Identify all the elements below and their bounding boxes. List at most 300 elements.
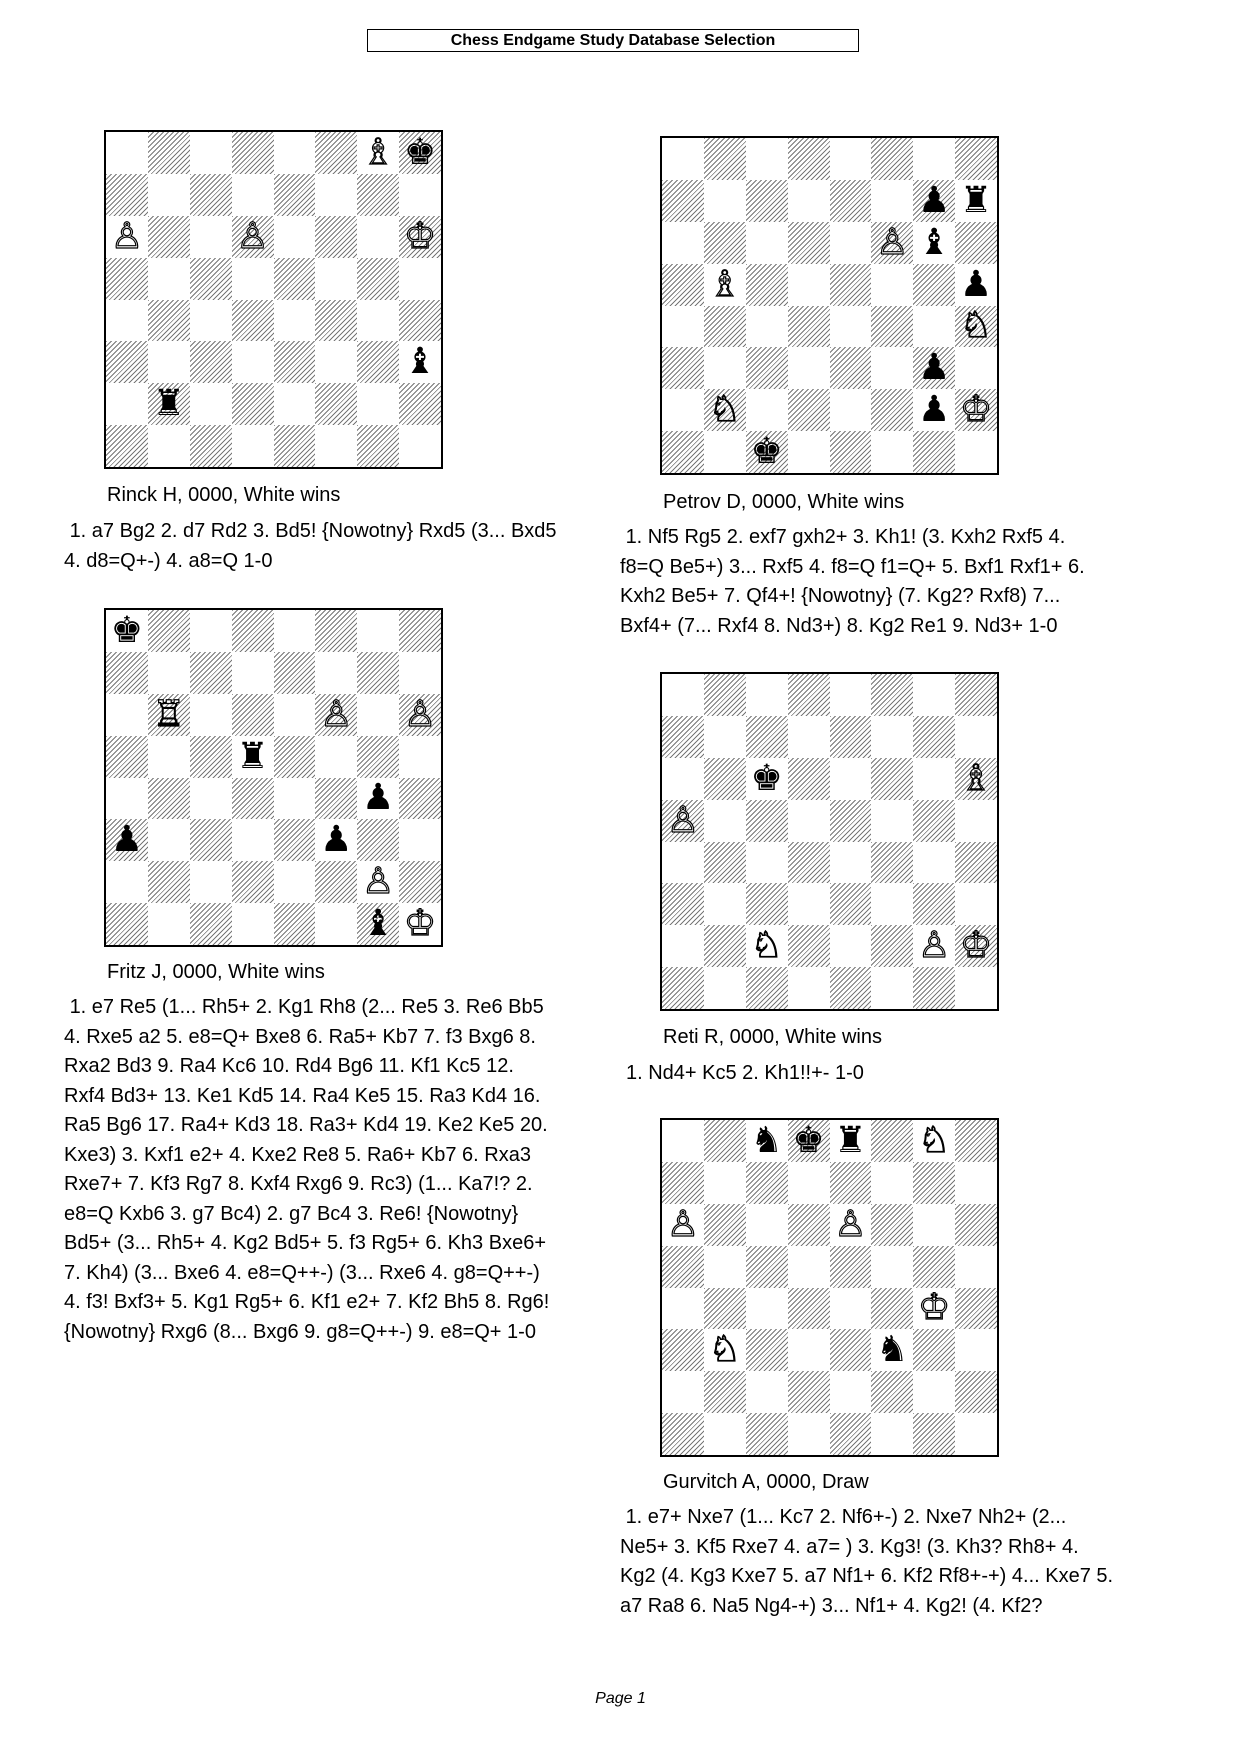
board-square bbox=[662, 1204, 704, 1246]
black-bishop-icon: ♝ bbox=[403, 341, 437, 383]
board-square bbox=[662, 1246, 704, 1288]
board-square bbox=[830, 1204, 872, 1246]
board-square bbox=[913, 222, 955, 264]
study-solution: 1. a7 Bg2 2. d7 Rd2 3. Bd5! {Nowotny} Rxd5 (3... Bxd5 4. d8=Q+-) 4. a8=Q 1-0 bbox=[64, 520, 557, 572]
white-knight-icon: ♘ bbox=[918, 1119, 951, 1161]
study-solution: 1. Nf5 Rg5 2. exf7 gxh2+ 3. Kh1! (3. Kxh2 Rxf5 4. f8=Q Be5+) 3... Rxf5 4. f8=Q f1=Q+ 5. Bxf1 Rxf1+ 6. Kxh2 Be5+ 7. Qf4+! {Nowotny} (7. Kg2? Rxf8) 7... Bxf4+ (7... Rxf4 8. Nd3+) 8. Kg2 Re1 9. Nd3+ 1-0 bbox=[620, 526, 1085, 637]
board-square bbox=[357, 341, 399, 383]
board-square bbox=[788, 1120, 830, 1162]
board-square bbox=[106, 903, 148, 945]
board-square bbox=[955, 674, 997, 716]
black-rook-icon: ♜ bbox=[236, 735, 269, 777]
board-square bbox=[746, 967, 788, 1009]
board-square bbox=[315, 778, 357, 820]
board-square bbox=[148, 861, 190, 903]
white-pawn-icon: ♙ bbox=[834, 1203, 867, 1245]
board-square bbox=[955, 222, 997, 264]
board-square bbox=[871, 1329, 913, 1371]
board-square bbox=[913, 925, 955, 967]
board-square bbox=[315, 903, 357, 945]
study-source: Rinck H, 0000, White wins bbox=[107, 484, 341, 506]
board-square bbox=[830, 138, 872, 180]
white-rook-icon: ♖ bbox=[152, 693, 185, 735]
board-square bbox=[913, 1204, 955, 1246]
board-square bbox=[913, 138, 955, 180]
board-square bbox=[274, 861, 316, 903]
black-pawn-icon: ♟ bbox=[918, 347, 951, 389]
board-square bbox=[190, 861, 232, 903]
board-square bbox=[274, 174, 316, 216]
board-square bbox=[830, 1246, 872, 1288]
board-square bbox=[315, 216, 357, 258]
board-square bbox=[399, 132, 441, 174]
black-pawn-icon: ♟ bbox=[110, 819, 144, 861]
board-square bbox=[871, 264, 913, 306]
board-square bbox=[315, 861, 357, 903]
board-square bbox=[704, 1120, 746, 1162]
board-square bbox=[788, 389, 830, 431]
board-square bbox=[830, 674, 872, 716]
board-square bbox=[148, 300, 190, 342]
board-square bbox=[315, 694, 357, 736]
board-square bbox=[106, 300, 148, 342]
board-square bbox=[830, 1288, 872, 1330]
board-square bbox=[746, 1413, 788, 1455]
board-square bbox=[662, 1329, 704, 1371]
board-square bbox=[399, 341, 441, 383]
board-square bbox=[662, 1120, 704, 1162]
board-square bbox=[871, 674, 913, 716]
board-square bbox=[232, 341, 274, 383]
board-square bbox=[662, 431, 704, 473]
board-square bbox=[788, 180, 830, 222]
board-square bbox=[274, 610, 316, 652]
white-pawn-icon: ♙ bbox=[666, 1203, 700, 1245]
board-square bbox=[704, 347, 746, 389]
board-square bbox=[662, 674, 704, 716]
black-king-icon: ♚ bbox=[750, 431, 783, 473]
black-pawn-icon: ♟ bbox=[959, 263, 993, 305]
board-square bbox=[357, 216, 399, 258]
black-king-icon: ♚ bbox=[792, 1119, 825, 1161]
board-square bbox=[190, 216, 232, 258]
board-square bbox=[704, 1413, 746, 1455]
board-square bbox=[232, 174, 274, 216]
board-square bbox=[871, 758, 913, 800]
board-square bbox=[913, 758, 955, 800]
board-square bbox=[704, 1371, 746, 1413]
board-square bbox=[871, 1413, 913, 1455]
board-square bbox=[704, 138, 746, 180]
board-square bbox=[315, 300, 357, 342]
board-square bbox=[315, 341, 357, 383]
board-square bbox=[662, 389, 704, 431]
board-square bbox=[148, 610, 190, 652]
board-square bbox=[190, 694, 232, 736]
board-square bbox=[106, 819, 148, 861]
board-square bbox=[871, 222, 913, 264]
black-bishop-icon: ♝ bbox=[362, 903, 395, 945]
black-rook-icon: ♜ bbox=[152, 383, 185, 425]
board-square bbox=[148, 694, 190, 736]
black-rook-icon: ♜ bbox=[959, 179, 993, 221]
board-square bbox=[955, 758, 997, 800]
black-king-icon: ♚ bbox=[750, 757, 783, 799]
board-square bbox=[746, 925, 788, 967]
board-square bbox=[190, 258, 232, 300]
board-square bbox=[232, 383, 274, 425]
board-square bbox=[788, 306, 830, 348]
board-square bbox=[746, 264, 788, 306]
board-square bbox=[662, 1413, 704, 1455]
board-square bbox=[788, 1329, 830, 1371]
board-square bbox=[746, 222, 788, 264]
board-square bbox=[190, 778, 232, 820]
board-square bbox=[955, 842, 997, 884]
board-square bbox=[662, 925, 704, 967]
board-square bbox=[871, 1162, 913, 1204]
board-square bbox=[106, 694, 148, 736]
board-square bbox=[662, 222, 704, 264]
board-square bbox=[955, 1162, 997, 1204]
board-square bbox=[788, 264, 830, 306]
white-bishop-icon: ♗ bbox=[362, 131, 395, 173]
board-square bbox=[357, 174, 399, 216]
board-square bbox=[232, 903, 274, 945]
board-square bbox=[232, 216, 274, 258]
board-square bbox=[871, 1246, 913, 1288]
board-square bbox=[913, 1329, 955, 1371]
white-pawn-icon: ♙ bbox=[918, 925, 951, 967]
board-square bbox=[830, 1162, 872, 1204]
board-square bbox=[746, 1371, 788, 1413]
board-square bbox=[315, 610, 357, 652]
board-square bbox=[704, 306, 746, 348]
white-knight-icon: ♘ bbox=[750, 925, 783, 967]
board-square bbox=[357, 736, 399, 778]
board-square bbox=[662, 883, 704, 925]
board-square bbox=[746, 1288, 788, 1330]
board-square bbox=[788, 1288, 830, 1330]
board-square bbox=[399, 300, 441, 342]
board-square bbox=[399, 216, 441, 258]
board-square bbox=[746, 674, 788, 716]
board-square bbox=[871, 389, 913, 431]
white-king-icon: ♔ bbox=[959, 389, 993, 431]
board-square bbox=[746, 1246, 788, 1288]
board-square bbox=[913, 716, 955, 758]
board-square bbox=[232, 425, 274, 467]
board-square bbox=[148, 174, 190, 216]
board-square bbox=[399, 861, 441, 903]
board-square bbox=[788, 1246, 830, 1288]
black-pawn-icon: ♟ bbox=[918, 389, 951, 431]
board-square bbox=[662, 716, 704, 758]
board-square bbox=[746, 716, 788, 758]
white-bishop-icon: ♗ bbox=[708, 263, 741, 305]
board-square bbox=[955, 1413, 997, 1455]
black-knight-icon: ♞ bbox=[750, 1119, 783, 1161]
board-square bbox=[746, 1204, 788, 1246]
board-square bbox=[955, 306, 997, 348]
white-king-icon: ♔ bbox=[959, 925, 993, 967]
board-square bbox=[913, 1120, 955, 1162]
board-square bbox=[190, 736, 232, 778]
board-square bbox=[830, 758, 872, 800]
board-square bbox=[148, 341, 190, 383]
white-king-icon: ♔ bbox=[403, 903, 437, 945]
white-bishop-icon: ♗ bbox=[959, 757, 993, 799]
board-square bbox=[704, 842, 746, 884]
board-square bbox=[913, 180, 955, 222]
board-square bbox=[662, 306, 704, 348]
board-square bbox=[788, 800, 830, 842]
board-square bbox=[746, 800, 788, 842]
board-square bbox=[788, 1371, 830, 1413]
board-square bbox=[746, 347, 788, 389]
board-square bbox=[913, 1288, 955, 1330]
board-square bbox=[357, 652, 399, 694]
board-square bbox=[399, 425, 441, 467]
board-square bbox=[746, 389, 788, 431]
board-square bbox=[148, 736, 190, 778]
board-square bbox=[746, 883, 788, 925]
board-square bbox=[788, 1413, 830, 1455]
board-square bbox=[955, 1204, 997, 1246]
board-square bbox=[746, 1120, 788, 1162]
board-square bbox=[232, 819, 274, 861]
board-square bbox=[913, 967, 955, 1009]
board-square bbox=[232, 861, 274, 903]
board-square bbox=[830, 180, 872, 222]
board-square bbox=[357, 300, 399, 342]
board-square bbox=[955, 180, 997, 222]
board-square bbox=[662, 1288, 704, 1330]
board-square bbox=[913, 389, 955, 431]
board-square bbox=[274, 652, 316, 694]
board-square bbox=[190, 383, 232, 425]
board-square bbox=[190, 652, 232, 694]
board-square bbox=[315, 383, 357, 425]
board-square bbox=[106, 174, 148, 216]
board-square bbox=[148, 383, 190, 425]
board-square bbox=[274, 341, 316, 383]
board-square bbox=[788, 925, 830, 967]
board-square bbox=[148, 425, 190, 467]
study-source: Reti R, 0000, White wins bbox=[663, 1026, 882, 1048]
study-source: Petrov D, 0000, White wins bbox=[663, 491, 905, 513]
board-square bbox=[315, 736, 357, 778]
board-square bbox=[399, 778, 441, 820]
board-square bbox=[232, 694, 274, 736]
board-square bbox=[274, 778, 316, 820]
board-square bbox=[232, 736, 274, 778]
white-king-icon: ♔ bbox=[918, 1287, 951, 1329]
board-square bbox=[148, 903, 190, 945]
board-square bbox=[399, 819, 441, 861]
board-square bbox=[662, 138, 704, 180]
board-square bbox=[662, 800, 704, 842]
board-square bbox=[830, 264, 872, 306]
board-square bbox=[830, 1329, 872, 1371]
board-square bbox=[399, 736, 441, 778]
board-square bbox=[788, 758, 830, 800]
study-source: Fritz J, 0000, White wins bbox=[107, 961, 325, 983]
white-pawn-icon: ♙ bbox=[362, 861, 395, 903]
board-square bbox=[106, 610, 148, 652]
board-square bbox=[190, 341, 232, 383]
board-square bbox=[871, 842, 913, 884]
board-square bbox=[788, 967, 830, 1009]
board-square bbox=[913, 674, 955, 716]
black-knight-icon: ♞ bbox=[876, 1329, 909, 1371]
board-square bbox=[871, 180, 913, 222]
board-square bbox=[955, 883, 997, 925]
black-king-icon: ♚ bbox=[110, 609, 144, 651]
board-square bbox=[704, 716, 746, 758]
board-square bbox=[704, 1288, 746, 1330]
board-square bbox=[871, 1204, 913, 1246]
white-pawn-icon: ♙ bbox=[666, 799, 700, 841]
chess-board bbox=[104, 130, 443, 469]
board-square bbox=[662, 967, 704, 1009]
board-square bbox=[830, 1413, 872, 1455]
board-square bbox=[662, 1371, 704, 1413]
board-square bbox=[788, 1162, 830, 1204]
board-square bbox=[106, 736, 148, 778]
board-square bbox=[913, 800, 955, 842]
board-square bbox=[190, 610, 232, 652]
board-square bbox=[955, 716, 997, 758]
board-square bbox=[704, 389, 746, 431]
board-square bbox=[955, 1371, 997, 1413]
board-square bbox=[746, 306, 788, 348]
black-king-icon: ♚ bbox=[403, 131, 437, 173]
board-square bbox=[315, 652, 357, 694]
board-square bbox=[871, 967, 913, 1009]
white-pawn-icon: ♙ bbox=[320, 693, 353, 735]
board-square bbox=[148, 652, 190, 694]
study-source: Gurvitch A, 0000, Draw bbox=[663, 1471, 869, 1493]
board-square bbox=[704, 1204, 746, 1246]
board-square bbox=[955, 1246, 997, 1288]
board-square bbox=[704, 222, 746, 264]
board-square bbox=[830, 431, 872, 473]
board-square bbox=[357, 132, 399, 174]
board-square bbox=[106, 778, 148, 820]
board-square bbox=[704, 925, 746, 967]
board-square bbox=[746, 1162, 788, 1204]
board-square bbox=[913, 431, 955, 473]
board-square bbox=[399, 903, 441, 945]
board-square bbox=[274, 819, 316, 861]
white-king-icon: ♔ bbox=[403, 215, 437, 257]
board-square bbox=[913, 347, 955, 389]
board-square bbox=[399, 258, 441, 300]
board-square bbox=[871, 800, 913, 842]
board-square bbox=[106, 652, 148, 694]
board-square bbox=[704, 180, 746, 222]
board-square bbox=[913, 1371, 955, 1413]
board-square bbox=[662, 347, 704, 389]
board-square bbox=[913, 842, 955, 884]
board-square bbox=[913, 1246, 955, 1288]
board-square bbox=[190, 819, 232, 861]
board-square bbox=[871, 1120, 913, 1162]
board-square bbox=[913, 883, 955, 925]
white-knight-icon: ♘ bbox=[708, 389, 741, 431]
black-bishop-icon: ♝ bbox=[918, 221, 951, 263]
board-square bbox=[788, 674, 830, 716]
board-square bbox=[662, 1162, 704, 1204]
board-square bbox=[788, 883, 830, 925]
board-square bbox=[357, 258, 399, 300]
board-square bbox=[955, 967, 997, 1009]
board-square bbox=[232, 778, 274, 820]
board-square bbox=[704, 967, 746, 1009]
board-square bbox=[315, 258, 357, 300]
board-square bbox=[106, 132, 148, 174]
board-square bbox=[955, 1120, 997, 1162]
board-square bbox=[704, 264, 746, 306]
board-square bbox=[955, 389, 997, 431]
document-title: Chess Endgame Study Database Selection bbox=[367, 29, 859, 52]
board-square bbox=[871, 1371, 913, 1413]
board-square bbox=[955, 925, 997, 967]
board-square bbox=[746, 138, 788, 180]
board-square bbox=[788, 222, 830, 264]
study-solution: 1. e7 Re5 (1... Rh5+ 2. Kg1 Rh8 (2... Re5 3. Re6 Bb5 4. Rxe5 a2 5. e8=Q+ Bxe8 6. Ra5+ Kb7 7. f3 Bxg6 8. Rxa2 Bd3 9. Ra4 Kc6 10. Rd4 Bg6 11. Kf1 Kc5 12. Rxf4 Bd3+ 13. Ke1 Kd5 14. Ra4 Ke5 15. Ra3 Kd4 16. Ra5 Bg6 17. Ra4+ Kd3 18. Ra3+ Kd4 19. Ke2 Ke5 20. Kxe3) 3. Kxf1 e2+ 4. Kxe2 Re8 5. Ra6+ Kb7 6. Rxa3 Rxe7+ 7. Kf3 Rg7 8. Kxf4 Rxg6 9. Rc3) (1... Ka7!? 2. e8=Q Kxb6 3. g7 Bc4) 2. g7 Bc4 3. Re6! {Nowotny} Bd5+ (3... Rh5+ 4. Kg2 Bd5+ 5. f3 Rg5+ 6. Kh3 Bxe6+ 7. Kh4) (3... Bxe6 4. e8=Q++-) (3... Rxe6 4. g8=Q++-) 4. f3! Bxf3+ 5. Kg1 Rg5+ 6. Kf1 e2+ 7. Kf2 Bh5 8. Rg6! {Nowotny} Rxg6 (8... Bxg6 9. g8=Q++-) 9. e8=Q+ 1-0 bbox=[64, 996, 550, 1343]
board-square bbox=[399, 652, 441, 694]
board-square bbox=[830, 1371, 872, 1413]
board-square bbox=[357, 861, 399, 903]
board-square bbox=[662, 842, 704, 884]
board-square bbox=[830, 716, 872, 758]
board-square bbox=[106, 341, 148, 383]
board-square bbox=[315, 819, 357, 861]
board-square bbox=[955, 1288, 997, 1330]
board-square bbox=[830, 925, 872, 967]
black-pawn-icon: ♟ bbox=[320, 819, 353, 861]
board-square bbox=[274, 425, 316, 467]
board-square bbox=[106, 425, 148, 467]
board-square bbox=[913, 264, 955, 306]
board-square bbox=[315, 174, 357, 216]
board-square bbox=[830, 389, 872, 431]
board-square bbox=[274, 258, 316, 300]
board-square bbox=[148, 778, 190, 820]
board-square bbox=[357, 778, 399, 820]
board-square bbox=[357, 694, 399, 736]
board-square bbox=[106, 383, 148, 425]
board-square bbox=[830, 800, 872, 842]
board-square bbox=[871, 883, 913, 925]
board-square bbox=[704, 431, 746, 473]
board-square bbox=[315, 132, 357, 174]
board-square bbox=[871, 347, 913, 389]
board-square bbox=[704, 883, 746, 925]
board-square bbox=[704, 758, 746, 800]
board-square bbox=[955, 138, 997, 180]
board-square bbox=[830, 1120, 872, 1162]
board-square bbox=[746, 431, 788, 473]
board-square bbox=[357, 903, 399, 945]
black-rook-icon: ♜ bbox=[834, 1119, 867, 1161]
board-square bbox=[746, 180, 788, 222]
board-square bbox=[357, 383, 399, 425]
white-pawn-icon: ♙ bbox=[403, 693, 437, 735]
board-square bbox=[399, 694, 441, 736]
